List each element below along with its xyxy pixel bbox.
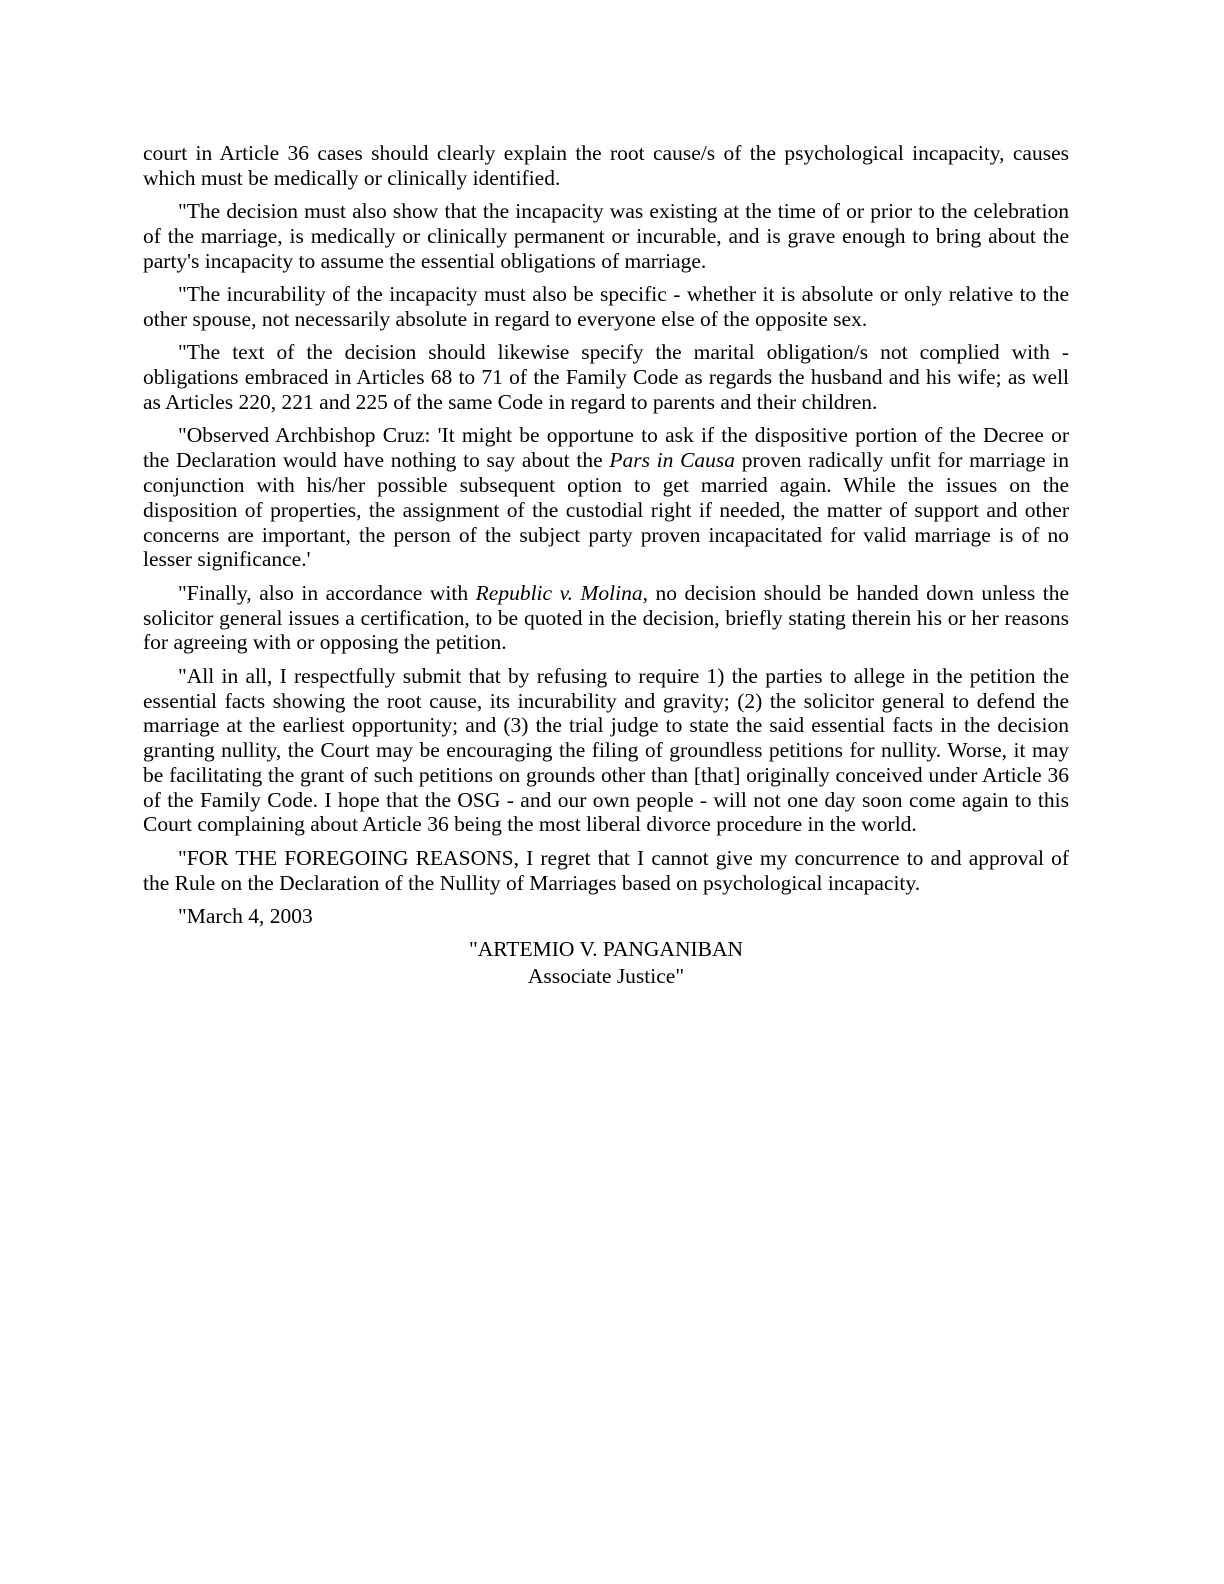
paragraph-p5 [143,423,1069,572]
paragraph-p6 [143,581,1069,655]
text-run: "Finally, also in accordance with [178,580,476,605]
paragraph-p7 [143,664,1069,838]
paragraph-p3 [143,282,1069,332]
paragraph-p4 [143,340,1069,414]
paragraph-p1 [143,141,1069,191]
italic-text: Republic v. Molina [475,580,643,605]
document-body [143,141,1069,895]
paragraph-p8 [143,846,1069,896]
text-run: "The incurability of the incapacity must also be specific - whether it is absolute or only relative to the other spouse, not necessarily absolute in regard to everyone else of the opposite sex. [143,282,1069,331]
text-run: , no decision should be handed down unless the solicitor general issues a certification, to be quoted in the decision, briefly stating therein his or her reasons for agreeing with or opposing the petition. [143,580,1069,655]
italic-text: Pars in Causa [609,448,736,473]
text-run: "All in all, I respectfully submit that by refusing to require 1) the parties to allege in the petition the essential facts showing the root cause, its incurability and gravity; (2) the solicitor general to defend the marriage at the earliest opportunity; and (3) the trial judge to state the said essential facts in the decision granting nullity, the Court may be encouraging the filing of groundless petitions for nullity. Worse, it may be facilitating the grant of such petitions on grounds other than [that] originally conceived under Article 36 of the Family Code. I hope that the OSG - and our own people - will not one day soon come again to this Court complaining about Article 36 being the most liberal divorce procedure in the world. [143,663,1069,837]
signatory-title: Associate Justice" [527,964,685,989]
text-run: proven radically unfit for marriage in conjunction with his/her possible subsequent option to get married again. While the issues on the disposition of properties, the assignment of the custodial right if needed, the matter of support and other concerns are important, the person of the subject party proven incapacitated for valid marriage is of no lesser significance.' [143,448,1069,572]
date-line: "March 4, 2003 [178,904,313,929]
text-run: "FOR THE FOREGOING REASONS, I regret that I cannot give my concurrence to and approval of the Rule on the Declaration of the Nullity of Marriages based on psychological incapacity. [143,845,1069,895]
document-page [143,141,1069,989]
signatory-name: "ARTEMIO V. PANGANIBAN [468,937,744,962]
text-run: "Observed Archbishop Cruz: 'It might be opportune to ask if the dispositive portion of the Decree or the Declaration would have nothing to say about the [143,423,1069,473]
text-run: court in Article 36 cases should clearly explain the root cause/s of the psychological incapacity, causes which must be medically or clinically identified. [143,141,1069,190]
text-run: "The text of the decision should likewise specify the marital obligation/s not complied with - obligations embraced in Articles 68 to 71 of the Family Code as regards the husband and his wife; as well as Articles 220, 221 and 225 of the same Code in regard to parents and their children. [143,340,1069,414]
paragraph-p2 [143,199,1069,273]
text-run: "The decision must also show that the incapacity was existing at the time of or prior to the celebration of the marriage, is medically or clinically permanent or incurable, and is grave enough to bring about the party's incapacity to assume the essential obligations of marriage. [143,199,1069,273]
